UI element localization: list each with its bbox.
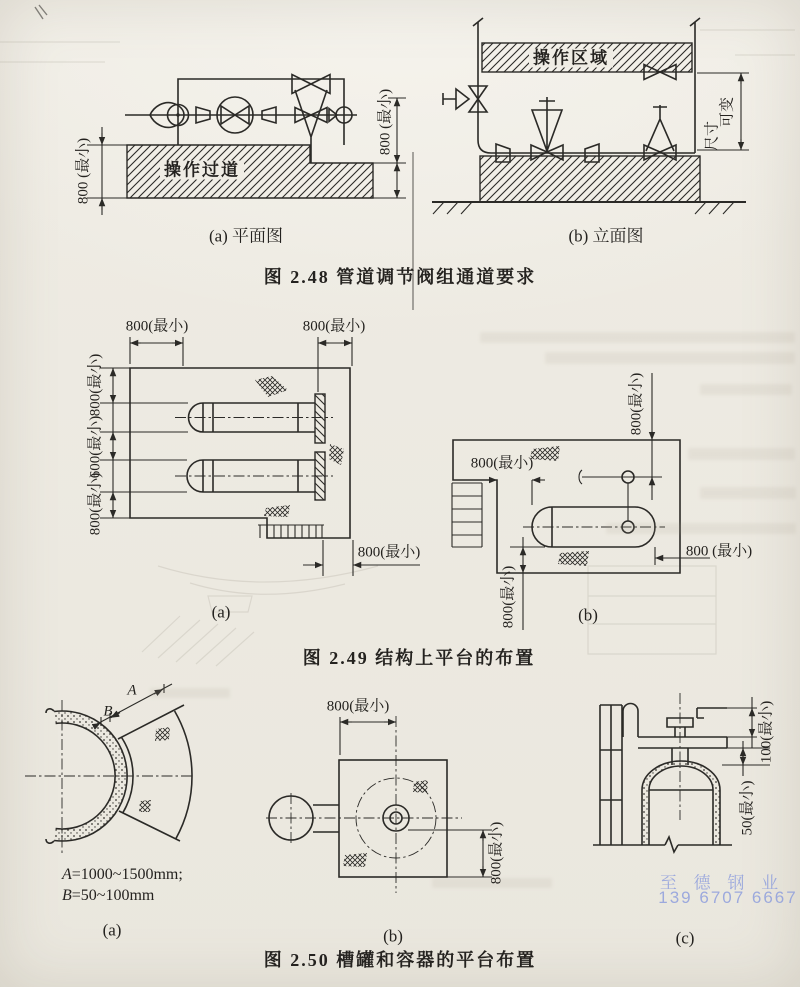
watermark-phone: 139 6707 6667 xyxy=(658,888,798,907)
note-1-value: =1000~1500mm; xyxy=(71,866,183,883)
dim-label: 800(最小) xyxy=(125,318,189,335)
dim-label: 800 (最小) xyxy=(377,88,394,156)
bleed-through-artifact xyxy=(700,487,796,499)
handrail-column xyxy=(623,704,638,738)
pipe-break-ticks xyxy=(473,18,700,26)
dim-lines-left xyxy=(87,127,127,215)
dim-lines xyxy=(100,337,420,576)
watermark-company: 至 德 钢 业 xyxy=(659,873,785,893)
tank-centerlines xyxy=(25,700,195,855)
dim-label: 50(最小) xyxy=(739,780,756,836)
dim-label: A xyxy=(127,682,137,699)
dim-lines xyxy=(461,373,710,630)
nozzle-neck xyxy=(313,805,339,832)
crosshatch-patches xyxy=(255,376,344,517)
dim-label: 800(最小) xyxy=(488,821,505,885)
break-line xyxy=(593,837,732,852)
vessel-1 xyxy=(175,394,333,443)
dim-label: 800(最小) xyxy=(470,455,534,472)
bleed-through-artifact xyxy=(700,384,792,395)
subfigure-label: (a) 平面图 xyxy=(208,226,284,246)
crosshatch-patches xyxy=(139,727,170,812)
bleed-through-artifact xyxy=(150,688,230,698)
fig248-elev-drawing xyxy=(432,18,749,214)
dim-label: 800 (最小) xyxy=(685,543,753,560)
support-hatch-block xyxy=(480,156,700,202)
figure-caption: 图 2.50 槽罐和容器的平台布置 xyxy=(263,950,537,970)
var-b: B xyxy=(62,887,72,904)
walkway-label: 操作过道 xyxy=(160,161,244,180)
dimension-note-1 xyxy=(62,867,183,883)
dim-label: 800(最小) xyxy=(357,544,421,561)
fig249b-drawing xyxy=(452,373,710,630)
subfigure-label: (c) xyxy=(675,928,695,948)
dim-label: 800(最小) xyxy=(87,353,104,417)
rising-stem-valve xyxy=(646,105,674,151)
dim-label: 800 (最小) xyxy=(75,137,92,205)
dim-label: 800(最小) xyxy=(87,472,104,536)
dimension-note-2 xyxy=(62,888,154,904)
bleed-through-artifact xyxy=(606,523,796,534)
subfigure-label: (a) xyxy=(211,602,231,622)
upper-bracket xyxy=(697,708,727,718)
ground-hatch-ticks xyxy=(433,202,734,214)
subfigure-label: (b) 立面图 xyxy=(568,226,644,246)
crosshatch-patches xyxy=(343,780,428,867)
crosshatch-patches xyxy=(530,446,589,566)
subfigure-label: (b) xyxy=(383,926,403,946)
vessel-2 xyxy=(175,452,333,500)
ladder xyxy=(600,705,622,845)
dim-label: 800(最小) xyxy=(302,318,366,335)
dim-label: 800(最小) xyxy=(326,698,390,715)
bleed-through-artifact xyxy=(545,352,795,364)
stair-treads xyxy=(258,525,324,538)
dim-label: 100(最小) xyxy=(758,700,775,764)
subfigure-label: (b) xyxy=(578,605,598,625)
figure-caption: 图 2.48 管道调节阀组通道要求 xyxy=(263,267,537,287)
dome-wall-stipple xyxy=(642,761,720,845)
dim-label: B xyxy=(103,703,113,720)
dim-label: 800(最小) xyxy=(628,372,645,436)
sector-platform xyxy=(118,705,192,841)
var-a: A xyxy=(62,866,72,883)
dim-label: 600(最小) xyxy=(87,415,104,479)
pipe-run xyxy=(478,22,695,153)
valve-actuator xyxy=(443,89,469,109)
scan-corner-mark xyxy=(35,5,47,19)
dim-label: 800(最小) xyxy=(500,565,517,629)
bleed-through-artifact xyxy=(688,448,795,460)
figure-caption: 图 2.49 结构上平台的布置 xyxy=(302,648,536,668)
dim-label: 可变 xyxy=(719,96,736,128)
fig250b-drawing xyxy=(266,716,492,893)
platform-slab xyxy=(638,737,727,748)
bleed-through-artifact xyxy=(480,332,795,343)
control-valve-funnel xyxy=(532,97,562,151)
operating-zone-label: 操作区域 xyxy=(529,49,613,68)
note-2-value: =50~100mm xyxy=(71,887,155,904)
fig249a-drawing xyxy=(100,337,420,576)
dim-label: 尺寸 xyxy=(704,120,721,152)
subfigure-label: (a) xyxy=(102,920,122,940)
control-valve-actuator xyxy=(292,75,330,94)
ladder xyxy=(452,483,482,547)
